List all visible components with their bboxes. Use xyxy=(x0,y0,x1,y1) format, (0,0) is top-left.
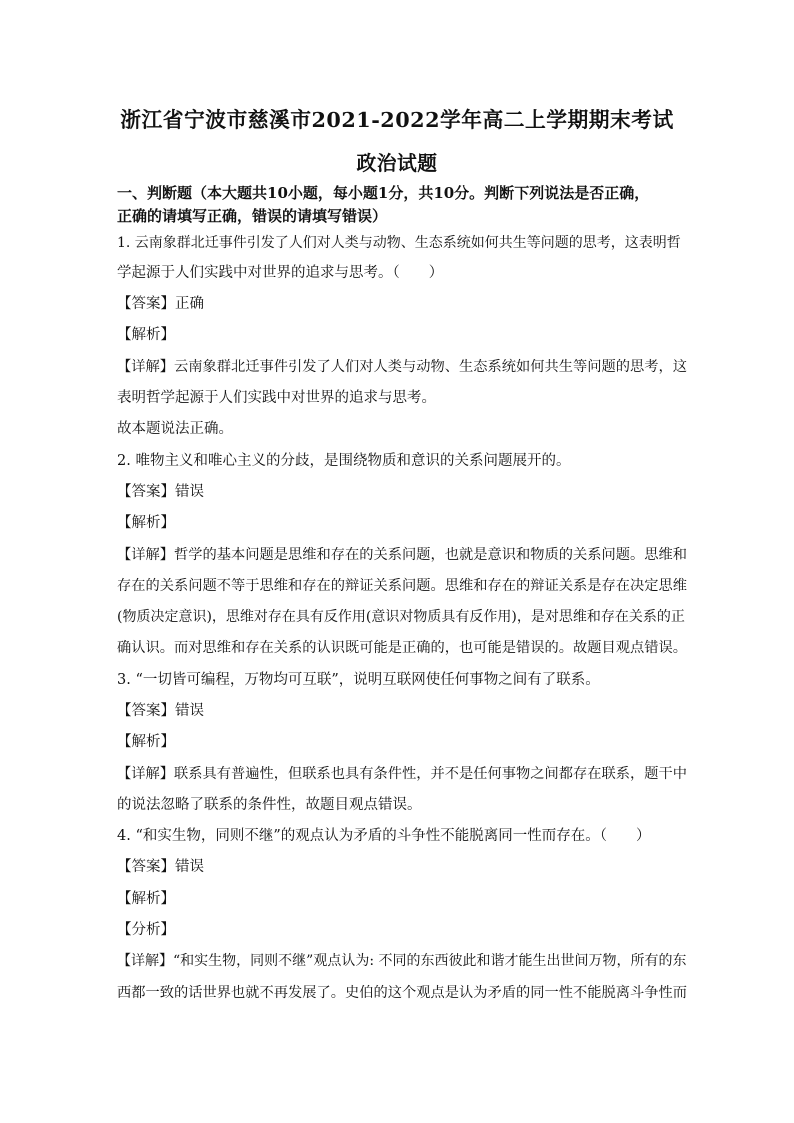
q4-question-line-1: 4. “和实生物，同则不继”的观点认为矛盾的斗争性不能脱离同一性而存在。（ ） xyxy=(117,828,651,844)
q4-fenxi-label: 【分析】 xyxy=(117,922,175,938)
q2-detail-line-1: 【详解】哲学的基本问题是思维和存在的关系问题，也就是意识和物质的关系问题。思维和 xyxy=(117,547,688,563)
section-header-line-1: 一、判断题（本大题共10小题，每小题1分，共10分。判断下列说法是否正确， xyxy=(117,184,650,202)
q1-detail-line-3: 故本题说法正确。 xyxy=(117,421,233,437)
q3-answer: 【答案】错误 xyxy=(117,703,204,719)
q3-detail-line-1: 【详解】联系具有普遍性，但联系也具有条件性，并不是任何事物之间都存在联系，题干中 xyxy=(117,766,688,782)
q1-analysis-label: 【解析】 xyxy=(117,327,175,343)
q1-detail-line-1: 【详解】云南象群北迁事件引发了人们对人类与动物、生态系统如何共生等问题的思考，这 xyxy=(117,359,688,375)
q4-detail-line-1: 【详解】“和实生物，同则不继”观点认为: 不同的东西彼此和谐才能生出世间万物，所有的东 xyxy=(117,953,687,969)
q4-answer: 【答案】错误 xyxy=(117,859,204,875)
document-subtitle: 政治试题 xyxy=(356,151,438,175)
q4-detail-line-2: 西都一致的话世界也就不再发展了。史伯的这个观点是认为矛盾的同一性不能脱离斗争性而 xyxy=(117,985,688,1001)
q1-question-line-2: 学起源于人们实践中对世界的追求与思考。（ ） xyxy=(117,265,444,281)
q1-question-line-1: 1. 云南象群北迁事件引发了人们对人类与动物、生态系统如何共生等问题的思考，这表明哲 xyxy=(117,235,681,251)
q2-analysis-label: 【解析】 xyxy=(117,515,175,531)
q3-analysis-label: 【解析】 xyxy=(117,734,175,750)
q3-question-line-1: 3. “一切皆可编程，万物均可互联”，说明互联网使任何事物之间有了联系。 xyxy=(117,672,600,688)
q2-question-line-1: 2. 唯物主义和唯心主义的分歧，是围绕物质和意识的关系问题展开的。 xyxy=(117,453,571,469)
q2-detail-line-2: 存在的关系问题不等于思维和存在的辩证关系问题。思维和存在的辩证关系是存在决定思维 xyxy=(117,578,688,594)
q2-detail-line-3: (物质决定意识)，思维对存在具有反作用(意识对物质具有反作用)，是对思维和存在关系的正 xyxy=(117,609,685,625)
section-header-line-2: 正确的请填写正确，错误的请填写错误） xyxy=(117,207,388,225)
q2-detail-line-4: 确认识。而对思维和存在关系的认识既可能是正确的，也可能是错误的。故题目观点错误。 xyxy=(117,640,688,656)
q2-answer: 【答案】错误 xyxy=(117,484,204,500)
q1-answer: 【答案】正确 xyxy=(117,296,204,312)
document-title: 浙江省宁波市慈溪市2021-2022学年高二上学期期末考试 xyxy=(120,108,674,132)
q1-detail-line-2: 表明哲学起源于人们实践中对世界的追求与思考。 xyxy=(117,390,436,406)
q3-detail-line-2: 的说法忽略了联系的条件性，故题目观点错误。 xyxy=(117,797,422,813)
q4-analysis-label: 【解析】 xyxy=(117,891,175,907)
